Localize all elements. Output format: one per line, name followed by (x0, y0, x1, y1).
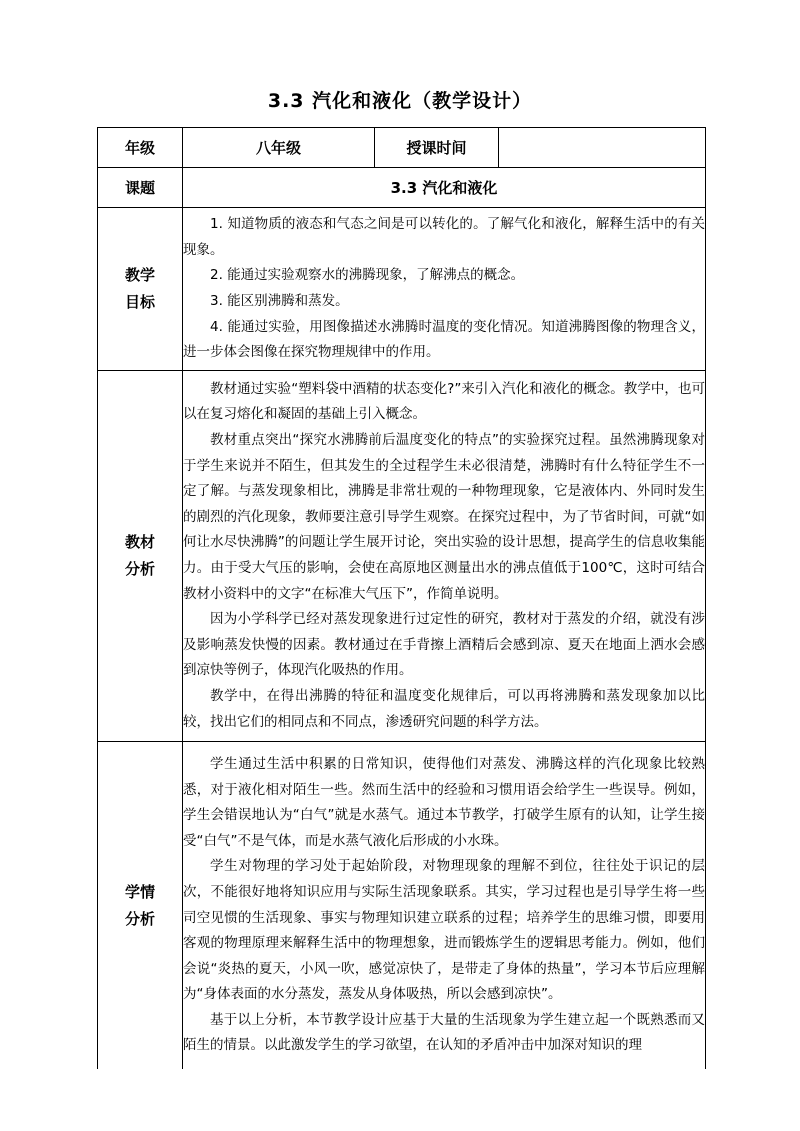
material-analysis-content (183, 371, 706, 742)
material-paragraph: 因为小学科学已经对蒸发现象进行过定性的研究，教材对于蒸发的介绍，就没有涉及影响蒸发快慢的因素。教材通过在手背擦上酒精后会感到凉、夏天在地面上洒水会感到凉快等例子，体现汽化吸热的作用。 (183, 611, 705, 679)
objective-item: 1. 知道物质的液态和气态之间是可以转化的。了解气化和液化，解释生活中的有关现象。 (183, 216, 705, 258)
grade-value: 八年级 (183, 128, 375, 168)
objectives-content (183, 208, 706, 371)
student-analysis-content (183, 742, 706, 1070)
time-value (499, 128, 706, 168)
objectives-label-line2: 目标 (124, 293, 155, 311)
topic-label: 课题 (98, 168, 183, 208)
objectives-label-line1: 教学 (124, 266, 155, 284)
student-paragraph: 学生通过生活中积累的日常知识，使得他们对蒸发、沸腾这样的汽化现象比较熟悉，对于液化相对陌生一些。然而生活中的经验和习惯用语会给学生一些误导。例如，学生会错误地认为“白气”就是水蒸气。通过本节教学，打破学生原有的认知，让学生接受“白气”不是气体，而是水蒸气液化后形成的小水珠。 (183, 755, 705, 849)
document-title: 3.3 汽化和液化（教学设计） (267, 90, 533, 112)
objective-item: 4. 能通过实验，用图像描述水沸腾时温度的变化情况。知道沸腾图像的物理含义，进一步体会图像在探究物理规律中的作用。 (183, 318, 705, 361)
student-paragraph: 学生对物理的学习处于起始阶段，对物理现象的理解不到位，往往处于识记的层次，不能很好地将知识应用与实际生活现象联系。其实，学习过程也是引导学生将一些司空见惯的生活现象、事实与物理知识建立联系的过程；培养学生的思维习惯，即要用客观的物理原理来解释生活中的物理想象，进而锻炼学生的逻辑思考能力。例如，他们会说“炎热的夏天，小风一吹，感觉凉快了，是带走了身体的热量”，学习本节后应理解为“身体表面的水分蒸发，蒸发从身体吸热，所以会感到凉快”。 (183, 858, 705, 1003)
objectives-label (98, 208, 183, 371)
student-label-line1: 学情 (124, 882, 155, 901)
objective-item: 2. 能通过实验观察水的沸腾现象，了解沸点的概念。 (210, 267, 525, 284)
student-analysis-label (98, 742, 183, 1070)
topic-row (98, 168, 706, 208)
topic-value: 3.3 汽化和液化 (183, 168, 706, 208)
material-paragraph: 教材通过实验“塑料袋中酒精的状态变化?”来引入汽化和液化的概念。教学中，也可以在复习熔化和凝固的基础上引入概念。 (183, 380, 705, 423)
student-analysis-row (98, 742, 706, 1070)
grade-row (98, 128, 706, 168)
lesson-plan-table (97, 127, 706, 1069)
material-label-line1: 教材 (124, 533, 155, 551)
time-label: 授课时间 (375, 128, 499, 168)
material-label-line2: 分析 (124, 560, 155, 578)
student-label-line2: 分析 (124, 909, 155, 928)
material-analysis-label (98, 371, 183, 742)
objective-item: 3. 能区别沸腾和蒸发。 (210, 293, 349, 309)
student-paragraph: 基于以上分析，本节教学设计应基于大量的生活现象为学生建立起一个既熟悉而又陌生的情景。以此激发学生的学习欲望，在认知的矛盾冲击中加深对知识的理 (183, 1011, 705, 1054)
material-paragraph: 教学中，在得出沸腾的特征和温度变化规律后，可以再将沸腾和蒸发现象加以比较，找出它们的相同点和不同点，渗透研究问题的科学方法。 (183, 687, 705, 730)
grade-label: 年级 (98, 128, 183, 168)
material-paragraph: 教材重点突出“探究水沸腾前后温度变化的特点”的实验探究过程。虽然沸腾现象对于学生来说并不陌生，但其发生的全过程学生未必很清楚，沸腾时有什么特征学生不一定了解。与蒸发现象相比，沸腾是非常壮观的一种物理现象，它是液体内、外同时发生的剧烈的汽化现象，教师要注意引导学生观察。在探究过程中，为了节省时间，可就“如何让水尽快沸腾”的问题让学生展开讨论，突出实验的设计思想，提高学生的信息收集能力。由于受大气压的影响，会使在高原地区测量出水的沸点值低于100℃，这时可结合教材小资料中的文字“在标准大气压下”，作简单说明。 (183, 432, 705, 602)
objectives-row (98, 208, 706, 371)
material-analysis-row (98, 371, 706, 742)
